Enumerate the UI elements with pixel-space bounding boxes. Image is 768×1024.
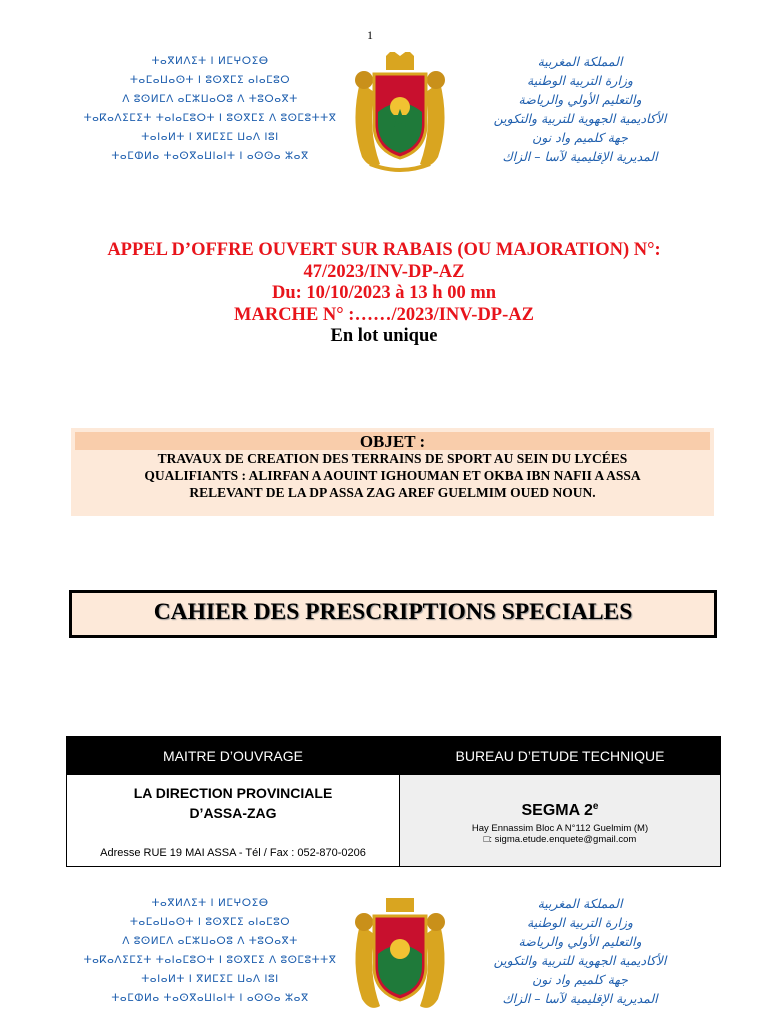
arabic-header [470,894,690,1008]
tifinagh-line: ⴷ ⵓⵙⵍⵎⴷ ⴰⵎⵣⵡⴰⵔⵓ ⴷ ⵜⵓⵔⴰⴳⵜ [122,935,298,947]
bureau-email-line [400,834,720,845]
arabic-line: الأكاديمية الجهوية للتربية والتكوين [493,111,667,126]
objet-description [71,450,714,501]
letterhead-bottom [0,894,768,1024]
bureau-name-sup: e [592,801,599,812]
tifinagh-line: ⵜⴰⵎⵀⵍⴰ ⵜⴰⵙⴳⴰⵡⵏⴰⵏⵜ ⵏ ⴰⵙⵙⴰ ⵣⴰⴳ [111,150,309,162]
tifinagh-line: ⵜⴰⴽⴰⴷⵉⵎⵉⵜ ⵜⴰⵏⴰⵎⵓⵔⵜ ⵏ ⵓⵙⴳⵎⵉ ⴷ ⵓⵙⵎⵓⵜⵜⴳ [83,112,337,124]
arabic-line: والتعليم الأولي والرياضة [518,934,642,949]
arabic-line: المديرية الإقليمية لآسا – الزاك [502,149,658,164]
bureau-email[interactable]: : sigma.etude.enquete@gmail.com [489,834,637,845]
bureau-etude-header: BUREAU D’ETUDE TECHNIQUE [455,748,665,764]
objet-line: RELEVANT DE LA DP ASSA ZAG AREF GUELMIM OUED NOUN. [189,485,596,500]
info-table-header [67,737,720,775]
bureau-etude-address [400,823,720,845]
tifinagh-line: ⵜⴰⵎⴰⵡⴰⵙⵜ ⵏ ⵓⵙⴳⵎⵉ ⴰⵏⴰⵎⵓⵔ [129,74,291,86]
arabic-line: وزارة التربية الوطنية [527,73,633,88]
tifinagh-header [80,52,340,166]
maitre-name-line: LA DIRECTION PROVINCIALE [133,785,333,801]
tender-title-line: APPEL D’OFFRE OUVERT SUR RABAIS (OU MAJORATION) N°: [107,240,661,260]
email-icon: □ [483,834,490,845]
tifinagh-line: ⵜⴰⴳⵍⴷⵉⵜ ⵏ ⵍⵎⵖⵔⵉⴱ [151,55,269,67]
objet-line: TRAVAUX DE CREATION DES TERRAINS DE SPORT AU SEIN DU LYCÉES [157,451,628,466]
tifinagh-header [80,894,340,1008]
maitre-ouvrage-name [67,783,399,823]
moroccan-coat-of-arms-icon [340,894,460,1019]
tifinagh-line: ⵜⴰⵏⴰⵍⵜ ⵏ ⴳⵍⵎⵉⵎ ⵡⴰⴷ ⵏⵓⵏ [141,131,279,143]
bureau-name-text: SEGMA 2 [521,802,593,819]
arabic-line: وزارة التربية الوطنية [527,915,633,930]
tifinagh-line: ⴷ ⵓⵙⵍⵎⴷ ⴰⵎⵣⵡⴰⵔⵓ ⴷ ⵜⵓⵔⴰⴳⵜ [122,93,298,105]
arabic-line: المملكة المغربية [537,896,623,911]
maitre-name-line: D’ASSA-ZAG [189,805,277,821]
arabic-line: الأكاديمية الجهوية للتربية والتكوين [493,953,667,968]
arabic-line: المديرية الإقليمية لآسا – الزاك [502,991,658,1006]
tender-number: 47/2023/INV-DP-AZ [303,261,465,282]
marche-number: MARCHE N° :……/2023/INV-DP-AZ [234,304,534,325]
tender-title-block [0,240,768,348]
arabic-line: والتعليم الأولي والرياضة [518,92,642,107]
arabic-line: جهة كلميم واد نون [532,130,628,145]
maitre-ouvrage-header: MAITRE D’OUVRAGE [162,748,303,764]
tifinagh-line: ⵜⴰⴽⴰⴷⵉⵎⵉⵜ ⵜⴰⵏⴰⵎⵓⵔⵜ ⵏ ⵓⵙⴳⵎⵉ ⴷ ⵓⵙⵎⵓⵜⵜⴳ [83,954,337,966]
arabic-header [470,52,690,166]
lot-label: En lot unique [330,326,438,346]
tifinagh-line: ⵜⴰⴳⵍⴷⵉⵜ ⵏ ⵍⵎⵖⵔⵉⴱ [151,897,269,909]
bureau-etude-name [400,801,720,820]
info-table [66,736,721,867]
page-number: 1 [367,28,373,42]
bureau-address-line: Hay Ennassim Bloc A N°112 Guelmim (M) [471,823,649,834]
tifinagh-line: ⵜⴰⵎⵀⵍⴰ ⵜⴰⵙⴳⴰⵡⵏⴰⵏⵜ ⵏ ⴰⵙⵙⴰ ⵣⴰⴳ [111,992,309,1004]
tender-date: Du: 10/10/2023 à 13 h 00 mn [271,283,497,303]
tifinagh-line: ⵜⴰⵎⴰⵡⴰⵙⵜ ⵏ ⵓⵙⴳⵎⵉ ⴰⵏⴰⵎⵓⵔ [129,916,291,928]
arabic-line: جهة كلميم واد نون [532,972,628,987]
maitre-ouvrage-address: Adresse RUE 19 MAI ASSA - Tél / Fax : 052-870-0206 [100,847,366,859]
arabic-line: المملكة المغربية [537,54,623,69]
objet-heading: OBJET : [75,432,710,450]
bureau-cell [400,775,720,866]
moroccan-coat-of-arms-icon [340,52,460,177]
tifinagh-line: ⵜⴰⵏⴰⵍⵜ ⵏ ⴳⵍⵎⵉⵎ ⵡⴰⴷ ⵏⵓⵏ [141,973,279,985]
objet-box [71,428,714,516]
letterhead-top [0,52,768,182]
table-divider [399,775,400,866]
cps-title: CAHIER DES PRESCRIPTIONS SPECIALES [69,590,717,638]
objet-line: QUALIFIANTS : ALIRFAN A AOUINT IGHOUMAN ET OKBA IBN NAFII A ASSA [144,468,641,483]
